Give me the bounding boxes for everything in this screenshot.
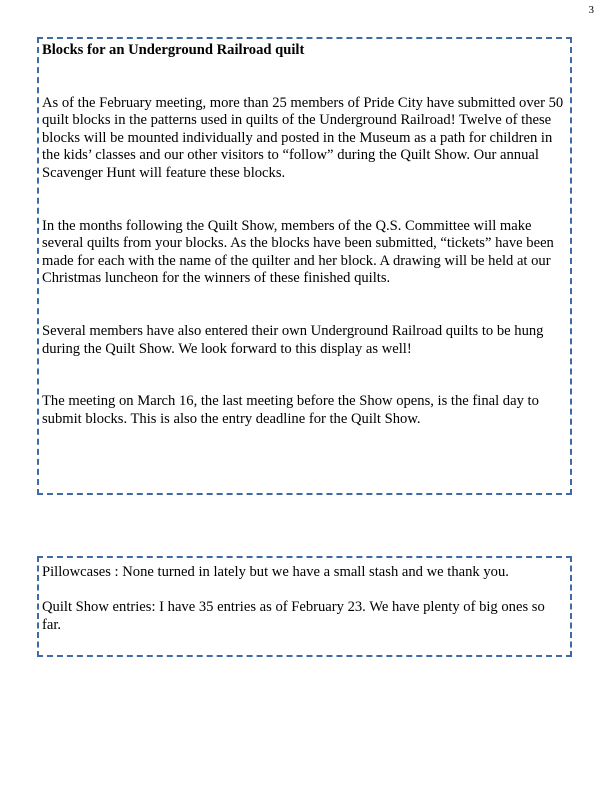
- article-box: [37, 37, 572, 495]
- article-title: Blocks for an Underground Railroad quilt: [42, 42, 305, 58]
- notes-box: [37, 556, 572, 657]
- quilt-show-entries-note: Quilt Show entries: I have 35 entries as of February 23. We have plenty of big ones so far.: [42, 599, 545, 633]
- pillowcases-note: Pillowcases : None turned in lately but we have a small stash and we thank you.: [42, 564, 509, 580]
- article-paragraph: As of the February meeting, more than 25 members of Pride City have submitted over 50 quilt blocks in the patterns used in quilts of the Underground Railroad! Twelve of these blocks will be mounted individually and posted in the Museum as a path for children in the kids’ classes and our other visitors to “follow” during the Quilt Show. Our annual Scavenger Hunt will feature these blocks.: [42, 94, 564, 181]
- article-paragraph: In the months following the Quilt Show, members of the Q.S. Committee will make several quilts from your blocks. As the blocks have been submitted, “tickets” have been made for each with the name of the quilter and her block. A drawing will be held at our Christmas luncheon for the winners of these finished quilts.: [42, 217, 554, 287]
- article-paragraph: The meeting on March 16, the last meeting before the Show opens, is the final day to submit blocks. This is also the entry deadline for the Quilt Show.: [42, 393, 539, 427]
- page-number: 3: [588, 4, 594, 16]
- article-paragraph: Several members have also entered their own Underground Railroad quilts to be hung during the Quilt Show. We look forward to this display as well!: [42, 322, 544, 357]
